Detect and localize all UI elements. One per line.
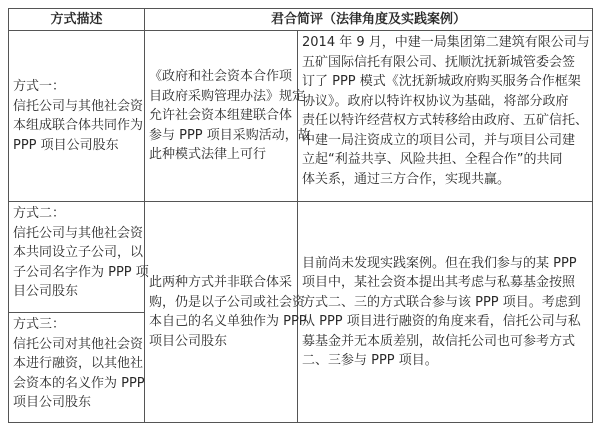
case-shared-cell xyxy=(298,202,593,423)
text-line: 订了 PPP 模式《沈抚新城政府购买服务合作框架 xyxy=(302,74,581,89)
header-analysis: 君合简评（法律角度及实践案例） xyxy=(145,9,593,31)
text-line: 方式二： xyxy=(13,206,66,221)
text-line: 目前尚未发现实践案例。但在我们参与的某 PPP xyxy=(302,255,577,271)
text-line: 本进行融资，以其他社 xyxy=(13,356,144,371)
text-line: 会资本的名义作为 PPP xyxy=(13,375,145,391)
text-line: 购，仍是以子公司或社会资 xyxy=(149,294,306,310)
text-line: 目公司股东 xyxy=(13,284,79,299)
case-one-cell xyxy=(298,31,593,202)
text-line: 项目公司股东 xyxy=(149,333,228,349)
text-line: 此种模式法律上可行 xyxy=(149,147,267,163)
table-row xyxy=(9,31,593,202)
text-line: 此两种方式并非联合体采 xyxy=(149,275,293,290)
method-one-cell xyxy=(9,31,145,202)
method-three-cell xyxy=(9,313,145,423)
table-row xyxy=(9,202,593,313)
text-line: 协议》。政府以特许权协议为基础，将部分政府 xyxy=(302,93,569,109)
method-two-cell xyxy=(9,202,149,313)
text-line: 五矿国际信托有限公司、抚顺沈抚新城管委会签 xyxy=(302,54,576,70)
text-line: 参与 PPP 项目采购活动，故 xyxy=(149,127,311,143)
header-row xyxy=(9,9,593,31)
text-line: 本自己的名义单独作为 PPP xyxy=(149,314,307,329)
text-line: 募基金并无本质差别，故信托公司也可参考方式 xyxy=(302,333,576,349)
text-line: 子公司名字作为 PPP 项 xyxy=(13,264,149,280)
text-line: 中建一局注资成立的项目公司，并与项目公司建 xyxy=(302,132,576,148)
analysis-shared-cell xyxy=(145,202,307,423)
text-line: 体关系，通过三方合作，实现共赢。 xyxy=(302,171,511,187)
text-line: 信托公司与其他社会资 xyxy=(13,98,144,114)
text-line: 从 PPP 项目进行融资的角度来看，信托公司与私 xyxy=(302,314,581,329)
text-line: 目政府采购管理办法》规定 xyxy=(149,88,306,104)
text-line: 信托公司对其他社会资 xyxy=(13,336,144,352)
text-line: 《政府和社会资本合作项 xyxy=(149,69,293,85)
text-line: 本共同设立子公司，以 xyxy=(13,245,144,260)
text-line: 二、三参与 PPP 项目。 xyxy=(302,353,438,368)
text-line: 方式二、三的方式联合参与该 PPP 项目。考虑到 xyxy=(302,294,581,310)
text-line: 项目中，某社会资本提出其考虑与私募基金按照 xyxy=(302,275,576,290)
header-method: 方式描述 xyxy=(9,9,145,31)
text-line: 2014 年 9 月，中建一局集团第二建筑有限公司与 xyxy=(302,35,590,50)
analysis-one-cell xyxy=(145,31,311,202)
text-line: 责任以特许经营权方式转移给由政府、五矿信托、 xyxy=(302,113,589,128)
text-line: 方式一： xyxy=(13,79,66,94)
text-line: 本组成联合体共同作为 xyxy=(13,118,144,133)
text-line: 方式三： xyxy=(13,317,66,332)
text-line: 信托公司与其他社会资 xyxy=(13,225,144,241)
text-line: 允许社会资本组建联合体 xyxy=(149,108,293,124)
text-line: 立起“利益共享、风险共担、全程合作”的共同 xyxy=(302,152,563,167)
text-line: PPP 项目公司股东 xyxy=(13,137,119,153)
text-line: 项目公司股东 xyxy=(13,395,92,410)
comparison-table xyxy=(8,8,593,423)
